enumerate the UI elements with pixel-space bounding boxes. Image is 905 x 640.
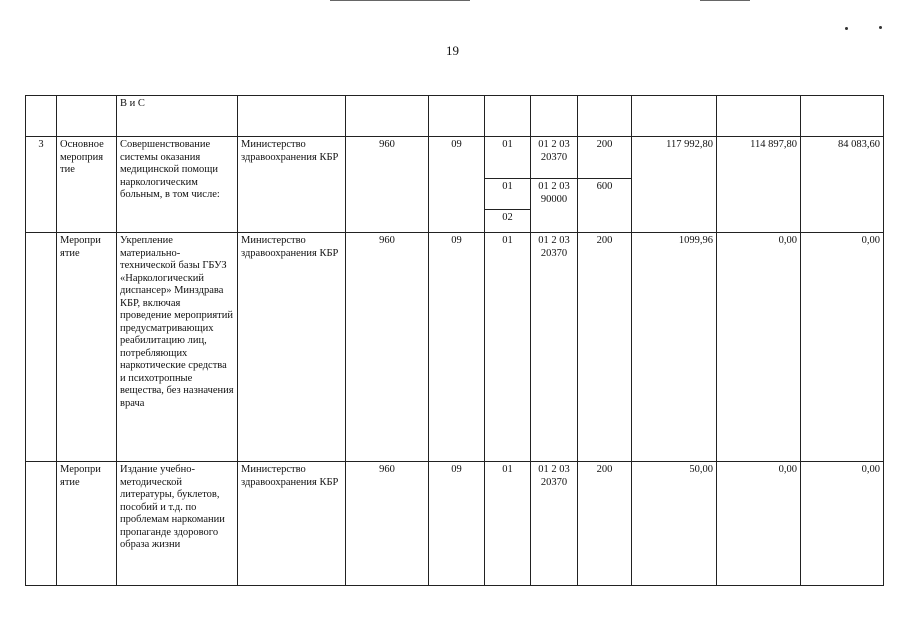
- cell-sum-1: 1099,96: [632, 233, 717, 462]
- cell-csr-b: 01 2 03 90000: [531, 178, 577, 206]
- table-row: [26, 137, 884, 233]
- cell-num: 3: [26, 137, 57, 233]
- cell-vr-split: [578, 137, 632, 233]
- scan-artifact-dot: [845, 27, 848, 30]
- cell-rz: 09: [429, 137, 485, 233]
- table-row: [26, 462, 884, 586]
- cell-pr-split: [485, 137, 531, 233]
- cell-grbs: 960: [346, 233, 429, 462]
- cell-rz: 09: [429, 233, 485, 462]
- cell-pr-a: 01: [502, 139, 513, 150]
- cell-name: Совершенствование системы оказания медицинской помощи наркологическим больным, в том числе:: [117, 137, 238, 233]
- cell-num: [26, 462, 57, 586]
- cell-sum-2: 0,00: [717, 233, 801, 462]
- cell-pr: 01: [485, 233, 531, 462]
- cell-name: В и С: [117, 96, 238, 137]
- scan-artifact-line: [700, 0, 750, 1]
- cell-grbs: 960: [346, 462, 429, 586]
- cell-sum-1: 117 992,80: [632, 137, 717, 233]
- cell-csr-a: 01 2 03 20370: [538, 139, 570, 163]
- cell-vr-b: 600: [578, 178, 631, 194]
- program-table: [25, 95, 884, 586]
- cell-sum-1: [632, 96, 717, 137]
- cell-csr: 01 2 03 20370: [531, 233, 578, 462]
- cell-executor: Министерство здравоохранения КБР: [238, 462, 346, 586]
- cell-sum-1: 50,00: [632, 462, 717, 586]
- scan-artifact-dot: [879, 26, 882, 29]
- cell-sum-2: 114 897,80: [717, 137, 801, 233]
- cell-sum-2: [717, 96, 801, 137]
- cell-vr: 200: [578, 233, 632, 462]
- cell-executor: Министерство здравоохранения КБР: [238, 233, 346, 462]
- cell-sum-3: 84 083,60: [801, 137, 884, 233]
- cell-pr-b: 01: [485, 178, 530, 209]
- cell-executor: Министерство здравоохранения КБР: [238, 137, 346, 233]
- cell-sum-2: 0,00: [717, 462, 801, 586]
- cell-vr: [578, 96, 632, 137]
- cell-csr: [531, 96, 578, 137]
- cell-sum-3: [801, 96, 884, 137]
- cell-num: [26, 96, 57, 137]
- cell-num: [26, 233, 57, 462]
- cell-type: [57, 96, 117, 137]
- cell-csr: 01 2 03 20370: [531, 462, 578, 586]
- table-row: [26, 233, 884, 462]
- cell-pr-c: 02: [485, 209, 530, 228]
- table-row: [26, 96, 884, 137]
- cell-pr: 01: [485, 462, 531, 586]
- cell-executor: [238, 96, 346, 137]
- cell-type: Меропри ятие: [57, 462, 117, 586]
- cell-rz: [429, 96, 485, 137]
- cell-type: Основное мероприя тие: [57, 137, 117, 233]
- cell-sum-3: 0,00: [801, 233, 884, 462]
- scan-artifact-line: [330, 0, 470, 1]
- cell-grbs: [346, 96, 429, 137]
- cell-name: Укрепление материально-технической базы ГБУЗ «Наркологический диспансер» Минздрава КБР, включая проведение мероприятий предусматривающих реабилитацию лиц, потребляющих наркотические средства и психотропные вещества, без назначения врача: [117, 233, 238, 462]
- cell-csr-split: [531, 137, 578, 233]
- cell-sum-3: 0,00: [801, 462, 884, 586]
- cell-name: Издание учебно-методической литературы, буклетов, пособий и т.д. по проблемам наркомании пропаганде здорового образа жизни: [117, 462, 238, 586]
- cell-grbs: 960: [346, 137, 429, 233]
- cell-pr: [485, 96, 531, 137]
- cell-vr-a: 200: [596, 139, 613, 150]
- cell-vr: 200: [578, 462, 632, 586]
- page-number: 19: [446, 43, 459, 58]
- cell-rz: 09: [429, 462, 485, 586]
- cell-type: Меропри ятие: [57, 233, 117, 462]
